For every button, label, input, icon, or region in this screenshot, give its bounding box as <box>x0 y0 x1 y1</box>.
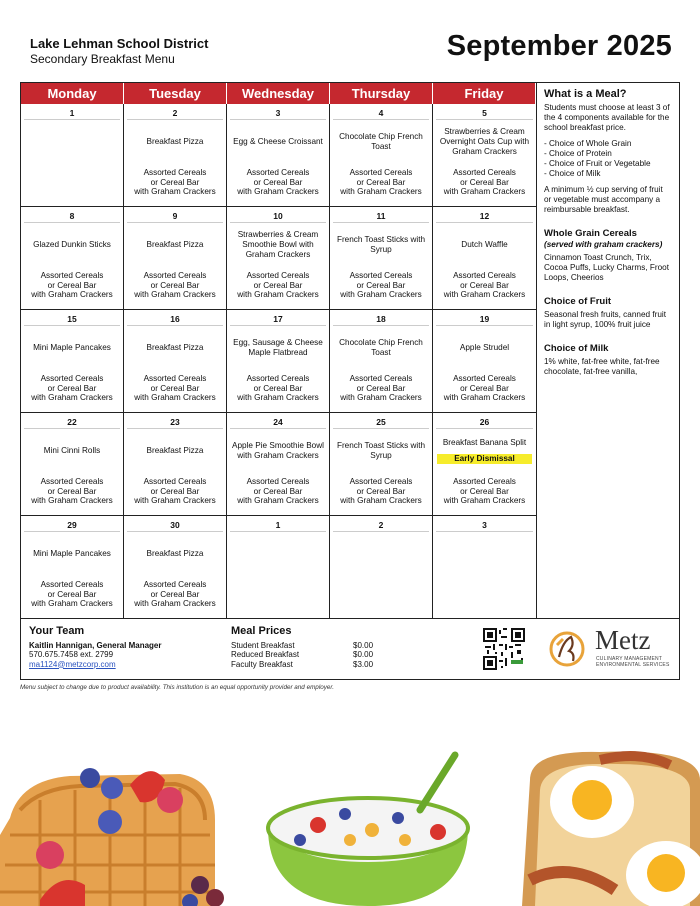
day-number: 3 <box>482 520 487 530</box>
menu-item <box>334 128 428 156</box>
day-number: 16 <box>170 314 180 324</box>
cereal-line: Assorted Cereals <box>453 477 516 486</box>
calendar-day-cell <box>433 207 536 310</box>
day-header-friday: Friday <box>433 83 536 104</box>
egg-toast-icon <box>522 752 700 906</box>
cereal-option <box>435 271 534 300</box>
calendar-day-cell <box>330 310 433 413</box>
menu-item-text: Egg, Sausage & Cheese Maple Flatbread <box>233 338 323 357</box>
cereal-line: or Cereal Bar <box>356 486 406 496</box>
cereal-line: Assorted Cereals <box>40 374 104 383</box>
calendar-day-cell <box>21 310 124 413</box>
cereal-line: Assorted Cereals <box>40 580 104 589</box>
cereal-line: or Cereal Bar <box>47 383 97 393</box>
menu-item <box>231 334 325 362</box>
day-number: 22 <box>67 417 77 427</box>
milk-text: 1% white, fat-free white, fat-free chocolate, fat-free vanilla, <box>544 357 660 376</box>
cereal-option <box>332 374 430 403</box>
day-number: 3 <box>275 108 281 118</box>
menu-subtitle: Secondary Breakfast Menu <box>30 52 175 66</box>
divider <box>436 531 533 532</box>
day-number: 26 <box>479 417 490 427</box>
cereal-line: or Cereal Bar <box>150 177 200 187</box>
menu-item-text: Breakfast Pizza <box>146 343 204 352</box>
menu-item <box>25 237 119 253</box>
menu-item <box>231 134 325 150</box>
menu-item <box>334 231 428 259</box>
component-item: - Choice of Milk <box>544 169 601 178</box>
cereal-line: Assorted Cereals <box>349 271 413 280</box>
day-number: 19 <box>479 314 490 324</box>
cereal-line: or Cereal Bar <box>150 383 200 393</box>
cereal-line: with Graham Crackers <box>237 393 319 402</box>
cereal-line: with Graham Crackers <box>134 290 216 299</box>
day-number: 30 <box>170 520 180 530</box>
menu-item-text: Dutch Waffle <box>461 240 508 249</box>
cereal-option <box>229 168 327 197</box>
menu-item-text: Strawberries & Cream Overnight Oats Cup with Graham Crackers <box>439 127 530 156</box>
component-item: - Choice of Fruit or Vegetable <box>544 159 651 168</box>
manager-phone: 570.675.7458 ext. 2799 <box>29 650 114 659</box>
cereal-option <box>332 271 430 300</box>
cereal-line: or Cereal Bar <box>460 177 509 187</box>
calendar-day-cell <box>330 413 433 516</box>
cereal-option <box>126 374 224 403</box>
cereal-line: or Cereal Bar <box>460 486 509 496</box>
cereal-line: with Graham Crackers <box>134 393 216 402</box>
cereal-line: or Cereal Bar <box>47 589 97 599</box>
cereal-line: with Graham Crackers <box>134 187 216 196</box>
cereal-line: Assorted Cereals <box>246 374 310 383</box>
price-value: $0.00 <box>353 650 374 659</box>
cereal-option <box>229 271 327 300</box>
day-number: 9 <box>172 211 178 221</box>
cereal-option <box>126 271 224 300</box>
menu-item-text: Breakfast Pizza <box>146 549 204 558</box>
menu-item-text: Strawberries & Cream Smoothie Bowl with Graham Crackers <box>237 230 319 259</box>
cereal-line: with Graham Crackers <box>340 393 422 402</box>
calendar-day-cell <box>21 104 124 207</box>
menu-item-text: Breakfast Pizza <box>146 240 204 249</box>
price-value: $3.00 <box>353 659 374 669</box>
menu-item <box>334 437 428 465</box>
month-title: September 2025 <box>446 30 672 62</box>
cereal-line: with Graham Crackers <box>340 496 422 505</box>
cereal-line: or Cereal Bar <box>460 383 509 393</box>
menu-item-text: Chocolate Chip French Toast <box>339 338 423 357</box>
cereal-line: Assorted Cereals <box>143 477 207 486</box>
calendar-day-cell <box>21 413 124 516</box>
calendar-day-cell <box>227 516 330 619</box>
menu-item <box>128 134 222 150</box>
calendar-day-cell <box>433 104 536 207</box>
calendar-day-cell <box>433 310 536 413</box>
cereal-line: Assorted Cereals <box>246 477 310 486</box>
divider <box>230 119 326 120</box>
metz-tagline-2: ENVIRONMENTAL SERVICES <box>596 662 670 668</box>
cereal-option <box>229 374 327 403</box>
divider <box>333 531 429 532</box>
cereal-line: with Graham Crackers <box>31 496 113 505</box>
cereal-line: or Cereal Bar <box>253 177 303 187</box>
price-row <box>231 660 373 670</box>
menu-item-text: Mini Maple Pancakes <box>33 549 111 558</box>
cereal-line: Assorted Cereals <box>246 168 310 177</box>
cereal-option <box>23 580 121 609</box>
calendar-day-cell <box>124 310 227 413</box>
divider <box>230 428 326 429</box>
divider <box>333 428 429 429</box>
cereal-line: with Graham Crackers <box>134 599 216 608</box>
prices-title: Meal Prices <box>231 625 292 637</box>
cereal-line: Assorted Cereals <box>349 374 413 383</box>
day-number: 24 <box>273 417 283 427</box>
divider <box>24 222 120 223</box>
cereal-line: or Cereal Bar <box>253 280 303 290</box>
calendar-day-cell <box>21 207 124 310</box>
cereal-option <box>126 168 224 197</box>
menu-item-text: Apple Strudel <box>459 343 510 352</box>
cereal-line: or Cereal Bar <box>356 383 406 393</box>
day-number: 25 <box>376 417 386 427</box>
cereal-option <box>435 168 534 197</box>
menu-item-text: Mini Maple Pancakes <box>33 343 111 352</box>
cereal-line: or Cereal Bar <box>356 177 406 187</box>
menu-item <box>437 128 532 156</box>
breakfast-illustrations <box>0 740 700 906</box>
cereal-line: or Cereal Bar <box>460 280 509 290</box>
cereal-option <box>126 580 224 609</box>
early-dismissal-badge: Early Dismissal <box>437 454 532 464</box>
cereal-option <box>229 477 327 506</box>
district-name: Lake Lehman School District <box>30 36 209 51</box>
calendar-day-cell <box>124 207 227 310</box>
price-label: Faculty Breakfast <box>231 659 293 669</box>
cereal-line: Assorted Cereals <box>40 271 104 280</box>
calendar-day-cell <box>433 413 536 516</box>
cereal-line: with Graham Crackers <box>443 393 526 402</box>
day-number: 8 <box>69 211 75 221</box>
day-number: 12 <box>479 211 490 221</box>
calendar-day-cell <box>227 104 330 207</box>
divider <box>230 222 326 223</box>
day-number: 11 <box>376 211 386 221</box>
divider <box>333 119 429 120</box>
price-value: $0.00 <box>353 640 374 650</box>
divider <box>127 325 223 326</box>
menu-item-text: French Toast Sticks with Syrup <box>336 235 426 254</box>
meal-info-sidebar <box>537 83 679 618</box>
day-header-monday: Monday <box>21 83 124 104</box>
cereal-line: Assorted Cereals <box>453 374 516 383</box>
divider <box>24 325 120 326</box>
grain-text: Cinnamon Toast Crunch, Trix, Cocoa Puffs, Lucky Charms, Froot Loops, Cheerios <box>544 253 669 282</box>
cereal-line: with Graham Crackers <box>31 599 113 608</box>
cereal-line: with Graham Crackers <box>340 187 422 196</box>
cereal-line: Assorted Cereals <box>246 271 310 280</box>
cereal-option <box>23 374 121 403</box>
menu-item <box>128 340 222 356</box>
qr-code-icon[interactable] <box>483 627 525 671</box>
sidebar-title: What is a Meal? <box>544 88 627 100</box>
fruit-text: Seasonal fresh fruits, canned fruit in light syrup, 100% fruit juice <box>544 310 666 329</box>
divider <box>230 325 326 326</box>
menu-item <box>128 237 222 253</box>
divider <box>436 222 533 223</box>
metz-brand-name: Metz <box>595 625 651 655</box>
day-number: 10 <box>273 211 283 221</box>
cereal-line: Assorted Cereals <box>143 374 207 383</box>
menu-item <box>128 443 222 459</box>
calendar-day-cell <box>227 207 330 310</box>
day-number: 17 <box>273 314 283 324</box>
calendar-grid <box>21 83 537 618</box>
component-item: - Choice of Protein <box>544 149 612 158</box>
divider <box>127 531 223 532</box>
grain-heading: Whole Grain Cereals <box>544 228 637 239</box>
menu-item <box>231 437 325 465</box>
cereal-line: Assorted Cereals <box>453 271 516 280</box>
metz-tagline-1: CULINARY MANAGEMENT <box>596 656 663 662</box>
day-number: 1 <box>275 520 281 530</box>
fruit-veg-note: A minimum ½ cup serving of fruit or vegetable must accompany a reimbursable breakfast. <box>544 185 663 214</box>
calendar-day-cell <box>433 516 536 619</box>
cereal-line: Assorted Cereals <box>349 477 413 486</box>
cereal-bowl-icon <box>268 755 468 906</box>
divider <box>24 531 120 532</box>
day-header-tuesday: Tuesday <box>124 83 227 104</box>
menu-item <box>231 231 325 259</box>
cereal-line: Assorted Cereals <box>349 168 413 177</box>
day-number: 23 <box>170 417 180 427</box>
divider <box>24 119 120 120</box>
day-number: 2 <box>378 520 384 530</box>
cereal-line: or Cereal Bar <box>150 589 200 599</box>
divider <box>333 222 429 223</box>
menu-item <box>25 546 119 562</box>
menu-item-text: Mini Cinni Rolls <box>43 446 101 455</box>
calendar-day-cell <box>330 104 433 207</box>
sidebar-intro: Students must choose at least 3 of the 4 components available for the school breakfast price. <box>544 103 670 132</box>
team-title: Your Team <box>29 625 85 637</box>
cereal-line: Assorted Cereals <box>143 168 207 177</box>
cereal-line: or Cereal Bar <box>356 280 406 290</box>
menu-item-text: Breakfast Pizza <box>146 446 204 455</box>
cereal-option <box>435 477 534 506</box>
cereal-line: with Graham Crackers <box>443 187 526 196</box>
day-number: 15 <box>67 314 77 324</box>
cereal-line: with Graham Crackers <box>237 496 319 505</box>
cereal-line: with Graham Crackers <box>31 393 113 402</box>
price-label: Reduced Breakfast <box>231 650 300 659</box>
manager-name: Kaitlin Hannigan, General Manager <box>29 640 162 650</box>
divider <box>436 119 533 120</box>
divider <box>24 428 120 429</box>
price-row <box>231 650 373 660</box>
cereal-line: with Graham Crackers <box>340 290 422 299</box>
divider <box>127 119 223 120</box>
fruit-heading: Choice of Fruit <box>544 296 612 307</box>
divider <box>127 428 223 429</box>
divider <box>127 222 223 223</box>
menu-item-text: Breakfast Pizza <box>146 137 204 146</box>
cereal-option <box>23 271 121 300</box>
cereal-line: Assorted Cereals <box>40 477 104 486</box>
cereal-option <box>126 477 224 506</box>
cereal-line: or Cereal Bar <box>253 486 303 496</box>
cereal-option <box>332 168 430 197</box>
cereal-option <box>23 477 121 506</box>
cereal-line: with Graham Crackers <box>443 290 526 299</box>
cereal-line: or Cereal Bar <box>47 280 97 290</box>
menu-item-text: Egg & Cheese Croissant <box>233 137 323 146</box>
menu-item <box>25 443 119 459</box>
team-section <box>29 627 161 669</box>
cereal-line: with Graham Crackers <box>237 187 319 196</box>
calendar-day-cell <box>330 207 433 310</box>
cereal-line: with Graham Crackers <box>237 290 319 299</box>
menu-item <box>25 340 119 356</box>
milk-heading: Choice of Milk <box>544 343 609 354</box>
calendar-day-cell <box>124 516 227 619</box>
day-header-wednesday: Wednesday <box>227 83 330 104</box>
divider <box>436 325 533 326</box>
cereal-line: with Graham Crackers <box>443 496 526 505</box>
day-number: 1 <box>69 108 75 118</box>
menu-item <box>437 340 532 356</box>
component-item: - Choice of Whole Grain <box>544 139 632 148</box>
menu-item-text: French Toast Sticks with Syrup <box>336 441 426 460</box>
calendar-day-cell <box>227 310 330 413</box>
cereal-line: or Cereal Bar <box>253 383 303 393</box>
calendar-day-cell <box>330 516 433 619</box>
calendar-day-cell <box>227 413 330 516</box>
menu-item-text: Breakfast Banana Split <box>442 438 527 447</box>
footer-bar <box>21 618 679 680</box>
price-row <box>231 641 373 651</box>
menu-item-text: Apple Pie Smoothie Bowl with Graham Crackers <box>232 441 324 460</box>
cereal-line: with Graham Crackers <box>31 290 113 299</box>
cereal-line: or Cereal Bar <box>47 486 97 496</box>
grain-served-note: (served with graham crackers) <box>544 240 663 249</box>
cereal-line: Assorted Cereals <box>143 580 207 589</box>
menu-item-text: Glazed Dunkin Sticks <box>33 240 111 249</box>
day-number: 18 <box>376 314 386 324</box>
menu-item <box>437 437 532 465</box>
day-header-thursday: Thursday <box>330 83 433 104</box>
menu-item <box>437 237 532 253</box>
price-label: Student Breakfast <box>231 640 295 650</box>
menu-frame <box>20 82 680 680</box>
cereal-line: or Cereal Bar <box>150 486 200 496</box>
menu-item <box>128 546 222 562</box>
cereal-option <box>332 477 430 506</box>
divider <box>333 325 429 326</box>
calendar-day-cell <box>124 413 227 516</box>
day-number: 5 <box>482 108 487 118</box>
cereal-line: Assorted Cereals <box>143 271 207 280</box>
cereal-line: with Graham Crackers <box>134 496 216 505</box>
divider <box>436 428 533 429</box>
menu-item-text: Chocolate Chip French Toast <box>339 132 423 151</box>
menu-item <box>334 334 428 362</box>
manager-email-link[interactable]: ma1124@metzcorp.com <box>29 659 116 669</box>
cereal-option <box>435 374 534 403</box>
day-number: 29 <box>67 520 77 530</box>
disclaimer: Menu subject to change due to product availability. This institution is an equal opportunity provider and employer. <box>20 684 334 691</box>
day-number: 4 <box>378 108 384 118</box>
cereal-line: or Cereal Bar <box>150 280 200 290</box>
divider <box>230 531 326 532</box>
component-list <box>544 139 672 179</box>
calendar-day-cell <box>21 516 124 619</box>
meal-prices-section <box>231 627 373 669</box>
day-number: 2 <box>172 108 178 118</box>
calendar-day-cell <box>124 104 227 207</box>
cereal-line: Assorted Cereals <box>453 168 516 177</box>
